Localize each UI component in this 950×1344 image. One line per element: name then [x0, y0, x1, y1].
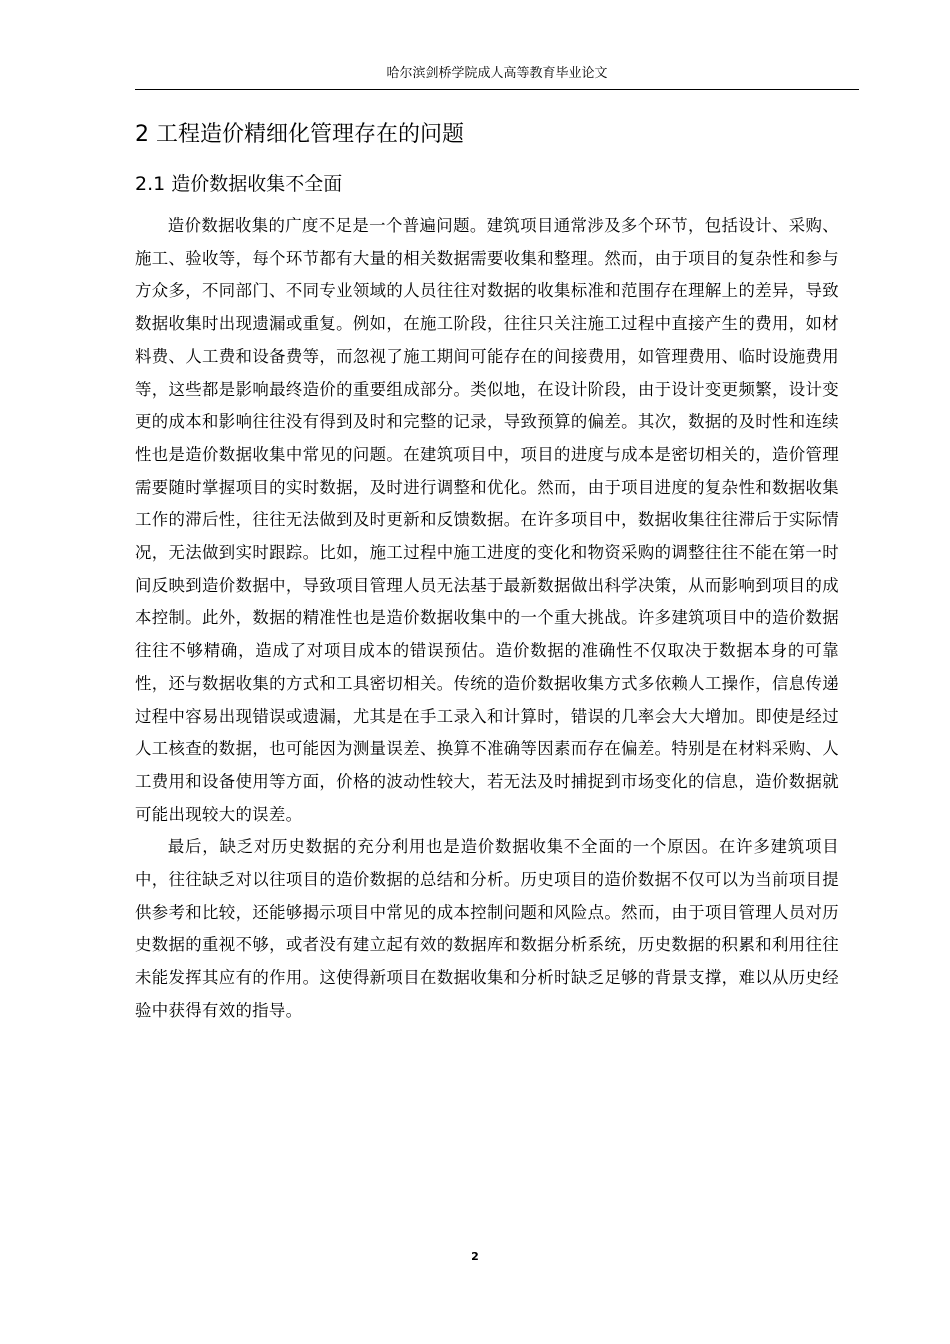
chapter-heading: 2 工程造价精细化管理存在的问题	[135, 122, 464, 147]
paragraph-1: 造价数据收集的广度不足是一个普遍问题。建筑项目通常涉及多个环节，包括设计、采购、施工、验收等，每个环节都有大量的相关数据需要收集和整理。然而，由于项目的复杂性和参与方众多，不同部门、不同专业领域的人员往往对数据的收集标准和范围存在理解上的差异，导致数据收集时出现遗漏或重复。例如，在施工阶段，往往只关注施工过程中直接产生的费用，如材料费、人工费和设备费等，而忽视了施工期间可能存在的间接费用，如管理费用、临时设施费用等，这些都是影响最终造价的重要组成部分。类似地，在设计阶段，由于设计变更频繁，设计变更的成本和影响往往没有得到及时和完整的记录，导致预算的偏差。其次，数据的及时性和连续性也是造价数据收集中常见的问题。在建筑项目中，项目的进度与成本是密切相关的，造价管理需要随时掌握项目的实时数据，及时进行调整和优化。然而，由于项目进度的复杂性和数据收集工作的滞后性，往往无法做到及时更新和反馈数据。在许多项目中，数据收集往往滞后于实际情况，无法做到实时跟踪。比如，施工过程中施工进度的变化和物资采购的调整往往不能在第一时间反映到造价数据中，导致项目管理人员无法基于最新数据做出科学决策，从而影响到项目的成本控制。此外，数据的精准性也是造价数据收集中的一个重大挑战。许多建筑项目中的造价数据往往不够精确，造成了对项目成本的错误预估。造价数据的准确性不仅取决于数据本身的可靠性，还与数据收集的方式和工具密切相关。传统的造价数据收集方式多依赖人工操作，信息传递过程中容易出现错误或遗漏，尤其是在手工录入和计算时，错误的几率会大大增加。即使是经过人工核查的数据，也可能因为测量误差、换算不准确等因素而存在偏差。特别是在材料采购、人工费用和设备使用等方面，价格的波动性较大，若无法及时捕捉到市场变化的信息，造价数据就可能出现较大的误差。	[135, 216, 839, 824]
running-header: 哈尔滨剑桥学院成人高等教育毕业论文	[386, 66, 608, 81]
section-heading: 2.1 造价数据收集不全面	[135, 173, 343, 195]
body-text	[135, 210, 839, 1028]
header-divider	[135, 89, 859, 90]
page-number: 2	[471, 1250, 479, 1263]
paragraph-2: 最后，缺乏对历史数据的充分利用也是造价数据收集不全面的一个原因。在许多建筑项目中，往往缺乏对以往项目的造价数据的总结和分析。历史项目的造价数据不仅可以为当前项目提供参考和比较，还能够揭示项目中常见的成本控制问题和风险点。然而，由于项目管理人员对历史数据的重视不够，或者没有建立起有效的数据库和数据分析系统，历史数据的积累和利用往往未能发挥其应有的作用。这使得新项目在数据收集和分析时缺乏足够的背景支撑，难以从历史经验中获得有效的指导。	[135, 837, 839, 1020]
